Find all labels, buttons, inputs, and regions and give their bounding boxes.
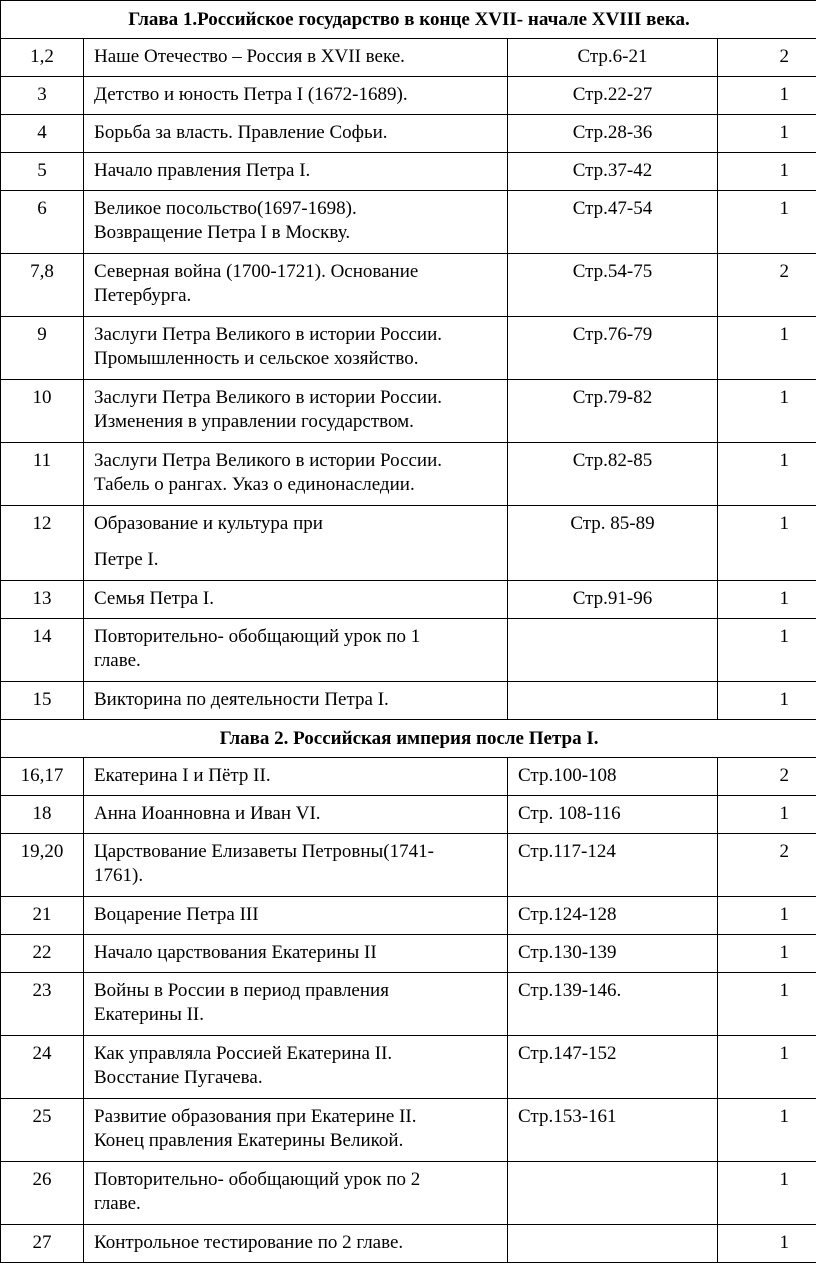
lesson-number: 22: [1, 935, 84, 973]
topic-line: Екатерина I и Пётр II.: [94, 765, 271, 786]
lesson-number: 27: [1, 1225, 84, 1263]
topic-line: 1761).: [94, 865, 144, 886]
lesson-number: 1,2: [1, 39, 84, 77]
hours-count: 1: [718, 682, 816, 720]
textbook-pages: Стр.37-42: [508, 153, 718, 191]
topic-line: Петербурга.: [94, 285, 192, 306]
lesson-number: 18: [1, 796, 84, 834]
textbook-pages: Стр.82-85: [508, 443, 718, 506]
hours-count: 1: [718, 317, 816, 380]
table-row: [1, 443, 816, 506]
lesson-number: 14: [1, 619, 84, 682]
topic-line: Викторина по деятельности Петра I.: [94, 689, 389, 710]
topic-line: Начало правления Петра I.: [94, 160, 311, 181]
lesson-number: 7,8: [1, 254, 84, 317]
textbook-pages: Стр.153-161: [508, 1099, 718, 1162]
hours-count: 1: [718, 935, 816, 973]
topic-line: Наше Отечество – Россия в XVII веке.: [94, 46, 405, 67]
topic-line: Воцарение Петра III: [94, 904, 259, 925]
lesson-number: 5: [1, 153, 84, 191]
lesson-topic: [84, 506, 508, 581]
table-row: [1, 581, 816, 619]
table-row: [1, 77, 816, 115]
lesson-topic: [84, 1162, 508, 1225]
table-row: [1, 973, 816, 1036]
lesson-topic: [84, 254, 508, 317]
hours-count: 1: [718, 1225, 816, 1263]
topic-line: Екатерины II.: [94, 1004, 204, 1025]
hours-count: 1: [718, 1099, 816, 1162]
table-row: [1, 1036, 816, 1099]
chapter-header-row: [1, 1, 816, 39]
topic-line: Повторительно- обобщающий урок по 2: [94, 1169, 421, 1190]
lesson-topic: [84, 1036, 508, 1099]
topic-line: Детство и юность Петра I (1672-1689).: [94, 84, 408, 105]
table-row: [1, 796, 816, 834]
lesson-number: 15: [1, 682, 84, 720]
chapter-title: Глава 1.Российское государство в конце XVII- начале XVIII века.: [1, 1, 816, 39]
hours-count: 1: [718, 581, 816, 619]
hours-count: 2: [718, 758, 816, 796]
lesson-topic: [84, 77, 508, 115]
chapter-header-row: [1, 720, 816, 758]
lesson-number: 11: [1, 443, 84, 506]
topic-line: Как управляла Россией Екатерина II.: [94, 1043, 393, 1064]
lesson-topic: [84, 834, 508, 897]
table-row: [1, 380, 816, 443]
hours-count: 1: [718, 115, 816, 153]
table-row: [1, 935, 816, 973]
topic-line: Промышленность и сельское хозяйство.: [94, 348, 419, 369]
hours-count: 1: [718, 77, 816, 115]
topic-line: Контрольное тестирование по 2 главе.: [94, 1232, 404, 1253]
textbook-pages: Стр.22-27: [508, 77, 718, 115]
lesson-number: 12: [1, 506, 84, 581]
textbook-pages: Стр.91-96: [508, 581, 718, 619]
hours-count: 1: [718, 1036, 816, 1099]
topic-line: Царствование Елизаветы Петровны(1741-: [94, 841, 434, 862]
topic-line: Семья Петра I.: [94, 588, 214, 609]
textbook-pages: Стр. 108-116: [508, 796, 718, 834]
lesson-number: 3: [1, 77, 84, 115]
lesson-number: 16,17: [1, 758, 84, 796]
table-row: [1, 1162, 816, 1225]
lesson-topic: [84, 897, 508, 935]
topic-line: Табель о рангах. Указ о единонаследии.: [94, 474, 415, 495]
topic-line: Конец правления Екатерины Великой.: [94, 1130, 404, 1151]
topic-line: Образование и культура при: [94, 513, 323, 534]
textbook-pages: Стр.124-128: [508, 897, 718, 935]
table-row: [1, 191, 816, 254]
hours-count: 2: [718, 834, 816, 897]
lesson-topic: [84, 619, 508, 682]
table-row: [1, 1225, 816, 1263]
textbook-pages: Стр.79-82: [508, 380, 718, 443]
textbook-pages: [508, 1162, 718, 1225]
hours-count: 1: [718, 191, 816, 254]
chapter-title: Глава 2. Российская империя после Петра I.: [1, 720, 816, 758]
textbook-pages: Стр.117-124: [508, 834, 718, 897]
textbook-pages: Стр.28-36: [508, 115, 718, 153]
lesson-number: 25: [1, 1099, 84, 1162]
table-row: [1, 834, 816, 897]
topic-line: Петре I.: [94, 549, 159, 570]
hours-count: 1: [718, 897, 816, 935]
topic-line: Развитие образования при Екатерине II.: [94, 1106, 417, 1127]
textbook-pages: Стр.54-75: [508, 254, 718, 317]
table-row: [1, 897, 816, 935]
lesson-topic: [84, 1099, 508, 1162]
lesson-topic: [84, 1225, 508, 1263]
lesson-number: 19,20: [1, 834, 84, 897]
table-row: [1, 682, 816, 720]
table-row: [1, 39, 816, 77]
lesson-topic: [84, 935, 508, 973]
hours-count: 1: [718, 973, 816, 1036]
topic-line: Заслуги Петра Великого в истории России.: [94, 450, 443, 471]
topic-line: главе.: [94, 1193, 141, 1214]
hours-count: 1: [718, 380, 816, 443]
lesson-topic: [84, 115, 508, 153]
topic-line: Борьба за власть. Правление Софьи.: [94, 122, 388, 143]
lesson-topic: [84, 682, 508, 720]
lesson-topic: [84, 380, 508, 443]
hours-count: 1: [718, 443, 816, 506]
lesson-topic: [84, 191, 508, 254]
topic-line: Войны в России в период правления: [94, 980, 389, 1001]
hours-count: 1: [718, 796, 816, 834]
topic-line: Северная война (1700-1721). Основание: [94, 261, 419, 282]
lesson-number: 10: [1, 380, 84, 443]
hours-count: 2: [718, 39, 816, 77]
lesson-topic: [84, 443, 508, 506]
hours-count: 1: [718, 1162, 816, 1225]
topic-line: Начало царствования Екатерины II: [94, 942, 377, 963]
textbook-pages: Стр.130-139: [508, 935, 718, 973]
textbook-pages: Стр.147-152: [508, 1036, 718, 1099]
table-row: [1, 254, 816, 317]
textbook-pages: Стр.6-21: [508, 39, 718, 77]
table-row: [1, 1099, 816, 1162]
textbook-pages: [508, 682, 718, 720]
topic-line: главе.: [94, 650, 141, 671]
lesson-topic: [84, 39, 508, 77]
lesson-number: 24: [1, 1036, 84, 1099]
lesson-number: 4: [1, 115, 84, 153]
lesson-topic: [84, 153, 508, 191]
hours-count: 1: [718, 506, 816, 581]
topic-line: Восстание Пугачева.: [94, 1067, 263, 1088]
lesson-topic: [84, 581, 508, 619]
hours-count: 1: [718, 153, 816, 191]
topic-line: Заслуги Петра Великого в истории России.: [94, 324, 443, 345]
lesson-topic: [84, 317, 508, 380]
textbook-pages: Стр.47-54: [508, 191, 718, 254]
topic-line: Возвращение Петра I в Москву.: [94, 222, 351, 243]
lesson-number: 9: [1, 317, 84, 380]
table-row: [1, 317, 816, 380]
table-row: [1, 153, 816, 191]
textbook-pages: Стр. 85-89: [508, 506, 718, 581]
topic-line: Великое посольство(1697-1698).: [94, 198, 357, 219]
textbook-pages: [508, 1225, 718, 1263]
lesson-topic: [84, 796, 508, 834]
table-row: [1, 506, 816, 581]
lesson-topic: [84, 973, 508, 1036]
textbook-pages: Стр.100-108: [508, 758, 718, 796]
lesson-number: 21: [1, 897, 84, 935]
table-row: [1, 619, 816, 682]
textbook-pages: Стр.76-79: [508, 317, 718, 380]
textbook-pages: [508, 619, 718, 682]
table-row: [1, 115, 816, 153]
paragraph-gap: [94, 536, 497, 548]
lesson-number: 6: [1, 191, 84, 254]
hours-count: 1: [718, 619, 816, 682]
lesson-topic: [84, 758, 508, 796]
lesson-number: 23: [1, 973, 84, 1036]
topic-line: Заслуги Петра Великого в истории России.: [94, 387, 443, 408]
topic-line: Изменения в управлении государством.: [94, 411, 414, 432]
lesson-number: 26: [1, 1162, 84, 1225]
lesson-number: 13: [1, 581, 84, 619]
table-row: [1, 758, 816, 796]
hours-count: 2: [718, 254, 816, 317]
topic-line: Повторительно- обобщающий урок по 1: [94, 626, 421, 647]
topic-line: Анна Иоанновна и Иван VI.: [94, 803, 321, 824]
textbook-pages: Стр.139-146.: [508, 973, 718, 1036]
